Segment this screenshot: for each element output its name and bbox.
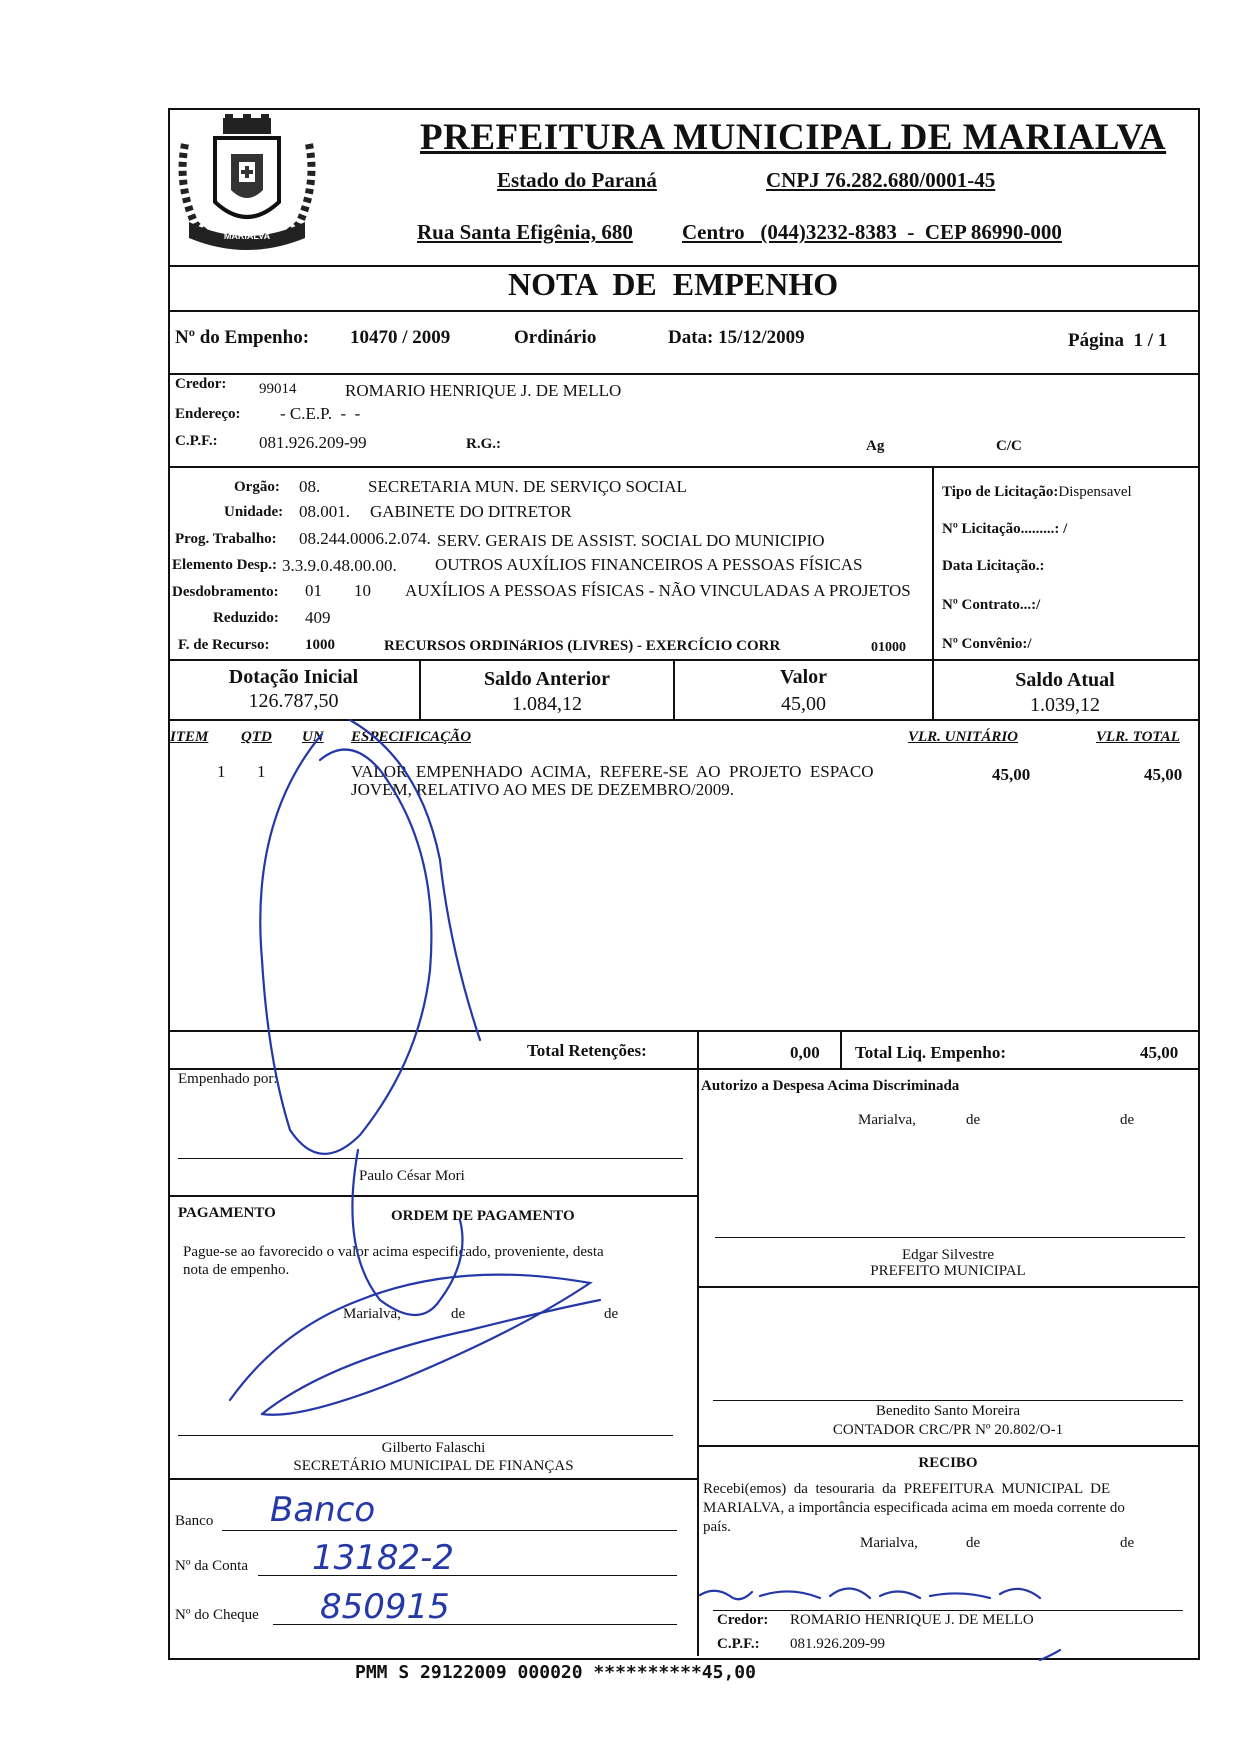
item-desc-line2: JOVEM, RELATIVO AO MES DE DEZEMBRO/2009. bbox=[351, 780, 734, 799]
conta-handwritten: 13182-2 bbox=[312, 1538, 455, 1578]
cheque-handwritten: 850915 bbox=[320, 1587, 450, 1627]
desdobramento-label: Desdobramento: bbox=[172, 584, 279, 600]
ag-label: Ag bbox=[866, 438, 885, 454]
address-street: Rua Santa Efigênia, 680 bbox=[417, 220, 633, 244]
desdobramento-code2: 10 bbox=[354, 581, 371, 600]
ordem-pagamento-label: ORDEM DE PAGAMENTO bbox=[391, 1208, 575, 1224]
item-number: 1 bbox=[217, 762, 226, 781]
recibo-title: RECIBO bbox=[918, 1455, 978, 1471]
recibo-local: Marialva, bbox=[860, 1535, 918, 1551]
desdobramento-desc: AUXÍLIOS A PESSOAS FÍSICAS - NÃO VINCULADAS A PROJETOS bbox=[405, 581, 911, 600]
pague-de-2: de bbox=[604, 1306, 619, 1322]
pague-line1: Pague-se ao favorecido o valor acima especificado, proveniente, desta bbox=[183, 1244, 604, 1260]
col-especificacao: ESPECIFICAÇÃO bbox=[351, 729, 472, 745]
autorizo-de-2: de bbox=[1120, 1112, 1135, 1128]
endereco-label: Endereço: bbox=[175, 406, 241, 422]
unidade-code: 08.001. bbox=[299, 502, 350, 521]
item-unit-value: 45,00 bbox=[992, 765, 1031, 784]
recibo-cpf-label: C.P.F.: bbox=[717, 1636, 760, 1652]
recibo-credor-name: ROMARIO HENRIQUE J. DE MELLO bbox=[790, 1612, 1034, 1628]
page-title: PREFEITURA MUNICIPAL DE MARIALVA bbox=[420, 117, 1167, 158]
total-retencoes-label: Total Retenções: bbox=[527, 1041, 647, 1060]
item-qtd: 1 bbox=[257, 762, 266, 781]
prog-label: Prog. Trabalho: bbox=[175, 531, 277, 547]
recurso-code: 1000 bbox=[305, 637, 335, 653]
cpf-value: 081.926.209-99 bbox=[259, 433, 367, 452]
document-title: NOTA DE EMPENHO bbox=[508, 266, 839, 302]
autorizo-label: Autorizo a Despesa Acima Discriminada bbox=[701, 1078, 960, 1094]
empenho-date: Data: 15/12/2009 bbox=[668, 327, 805, 348]
page-number: Página 1 / 1 bbox=[1068, 330, 1168, 351]
cc-label: C/C bbox=[996, 438, 1022, 454]
autorizo-local: Marialva, bbox=[858, 1112, 916, 1128]
saldo-atual-label: Saldo Atual bbox=[1015, 669, 1115, 691]
autorizo-de-1: de bbox=[966, 1112, 981, 1128]
total-retencoes-value: 0,00 bbox=[790, 1043, 820, 1062]
licitacao-contrato: Nº Contrato...:/ bbox=[942, 597, 1041, 613]
credor-code: 99014 bbox=[259, 381, 297, 397]
col-item: ITEM bbox=[170, 729, 209, 745]
reduzido-label: Reduzido: bbox=[213, 610, 279, 626]
credor-name: ROMARIO HENRIQUE J. DE MELLO bbox=[345, 381, 622, 400]
empenhado-name: Paulo César Mori bbox=[359, 1168, 465, 1184]
recibo-cpf-value: 081.926.209-99 bbox=[790, 1636, 885, 1652]
licitacao-tipo-label-text: Tipo de Licitação: bbox=[942, 484, 1059, 500]
empenho-number-label: Nº do Empenho: bbox=[175, 327, 310, 348]
conta-label: Nº da Conta bbox=[175, 1558, 248, 1574]
col-qtd: QTD bbox=[241, 729, 272, 745]
contador-name: Benedito Santo Moreira bbox=[875, 1403, 1021, 1419]
licitacao-data: Data Licitação.: bbox=[942, 558, 1045, 574]
prefeito-name: Edgar Silvestre bbox=[901, 1247, 995, 1263]
licitacao-convenio: Nº Convênio:/ bbox=[942, 636, 1032, 652]
cheque-label: Nº do Cheque bbox=[175, 1607, 259, 1623]
cnpj: CNPJ 76.282.680/0001-45 bbox=[766, 168, 996, 192]
recurso-desc: RECURSOS ORDINáRIOS (LIVRES) - EXERCÍCIO CORR bbox=[384, 638, 781, 654]
recibo-de-1: de bbox=[966, 1535, 981, 1551]
saldo-atual-value: 1.039,12 bbox=[1030, 694, 1100, 716]
total-liq-label: Total Liq. Empenho: bbox=[855, 1043, 1006, 1062]
licitacao-tipo-value: Dispensavel bbox=[1058, 484, 1132, 500]
licitacao-numero: Nº Licitação.........: / bbox=[942, 521, 1068, 537]
secretario-title: SECRETÁRIO MUNICIPAL DE FINANÇAS bbox=[293, 1458, 574, 1474]
prefeito-title: PREFEITO MUNICIPAL bbox=[870, 1263, 1026, 1279]
recurso-code2: 01000 bbox=[871, 640, 906, 655]
saldo-anterior-value: 1.084,12 bbox=[512, 693, 582, 715]
banco-handwritten: Banco bbox=[270, 1490, 376, 1530]
reduzido-value: 409 bbox=[305, 608, 331, 627]
total-liq-value: 45,00 bbox=[1140, 1043, 1179, 1062]
unidade-label: Unidade: bbox=[224, 504, 284, 520]
seal-text: MARIALVA bbox=[223, 231, 271, 241]
footer-stamp: PMM S 29122009 000020 **********45,00 bbox=[355, 1662, 756, 1683]
pague-local: Marialva, bbox=[343, 1306, 401, 1322]
col-vlr-total: VLR. TOTAL bbox=[1096, 729, 1180, 745]
empenho-number: 10470 / 2009 bbox=[350, 327, 451, 348]
address-rest: Centro (044)3232-8383 - CEP 86990-000 bbox=[682, 220, 1062, 244]
col-un: UN bbox=[302, 729, 324, 745]
empenhado-label: Empenhado por: bbox=[178, 1071, 278, 1087]
orgao-desc: SECRETARIA MUN. DE SERVIÇO SOCIAL bbox=[368, 477, 687, 496]
prog-desc: SERV. GERAIS DE ASSIST. SOCIAL DO MUNICIPIO bbox=[437, 531, 825, 550]
elemento-code: 3.3.9.0.48.00.00. bbox=[282, 556, 397, 575]
cpf-label: C.P.F.: bbox=[175, 433, 218, 449]
contador-title: CONTADOR CRC/PR Nº 20.802/O-1 bbox=[832, 1422, 1064, 1438]
pagamento-label: PAGAMENTO bbox=[178, 1205, 276, 1221]
empenho-type: Ordinário bbox=[514, 327, 597, 348]
rg-label: R.G.: bbox=[466, 436, 501, 452]
state-name: Estado do Paraná bbox=[497, 168, 657, 192]
pague-de-1: de bbox=[451, 1306, 466, 1322]
endereco-value: - C.E.P. - - bbox=[280, 404, 361, 423]
recibo-line2: MARIALVA, a importância especificada acima em moeda corrente do bbox=[703, 1500, 1125, 1516]
orgao-label: Orgão: bbox=[234, 479, 280, 495]
saldo-anterior-label: Saldo Anterior bbox=[483, 668, 611, 690]
elemento-label: Elemento Desp.: bbox=[172, 557, 277, 573]
orgao-code: 08. bbox=[299, 477, 321, 496]
item-desc-line1: VALOR EMPENHADO ACIMA, REFERE-SE AO PROJETO ESPACO bbox=[351, 762, 874, 781]
recibo-line1: Recebi(emos) da tesouraria da PREFEITURA MUNICIPAL DE bbox=[703, 1481, 1111, 1497]
secretario-name: Gilberto Falaschi bbox=[381, 1440, 486, 1456]
prog-code: 08.244.0006.2.074. bbox=[299, 529, 431, 548]
credor-label: Credor: bbox=[175, 376, 227, 392]
dotacao-inicial-value: 126.787,50 bbox=[248, 690, 339, 712]
recibo-credor-label: Credor: bbox=[717, 1612, 769, 1628]
item-total-value: 45,00 bbox=[1144, 765, 1183, 784]
recibo-line3: país. bbox=[703, 1519, 731, 1535]
col-vlr-unitario: VLR. UNITÁRIO bbox=[908, 729, 1019, 745]
valor-label: Valor bbox=[779, 666, 828, 688]
banco-label: Banco bbox=[175, 1513, 214, 1529]
recurso-label: F. de Recurso: bbox=[178, 637, 270, 653]
dotacao-inicial-label: Dotação Inicial bbox=[228, 666, 359, 688]
unidade-desc: GABINETE DO DITRETOR bbox=[370, 502, 572, 521]
desdobramento-code1: 01 bbox=[305, 581, 322, 600]
recibo-de-2: de bbox=[1120, 1535, 1135, 1551]
valor-value: 45,00 bbox=[781, 693, 826, 715]
pague-line2: nota de empenho. bbox=[183, 1262, 290, 1278]
elemento-desc: OUTROS AUXÍLIOS FINANCEIROS A PESSOAS FÍSICAS bbox=[435, 555, 863, 574]
